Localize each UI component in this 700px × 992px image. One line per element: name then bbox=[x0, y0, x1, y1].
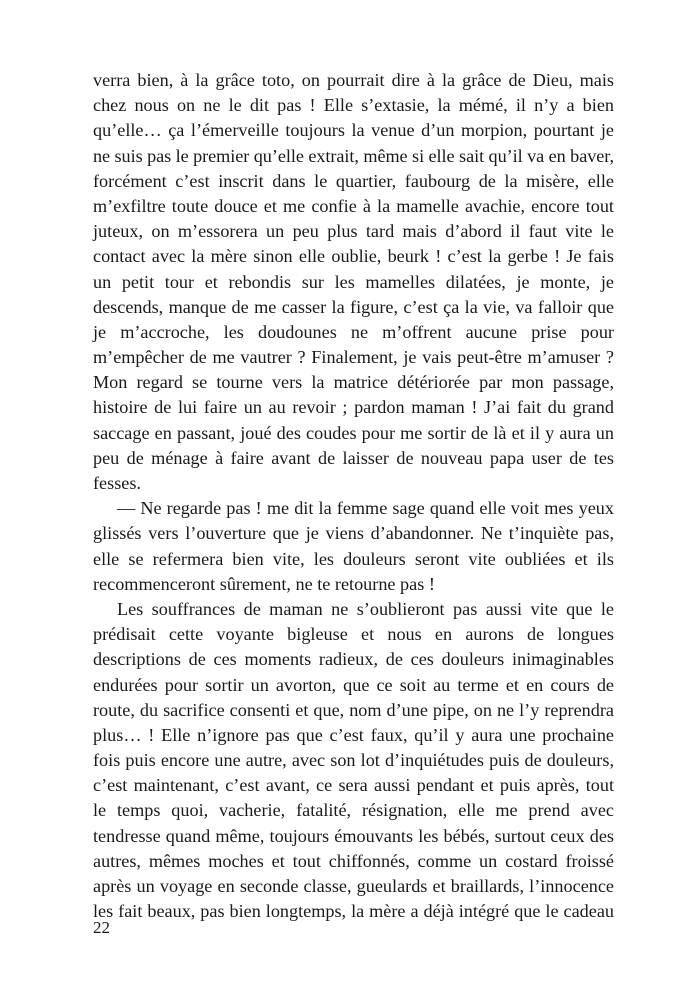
text-line: endurées pour sortir un avorton, que ce soit au terme et en cours de bbox=[93, 674, 614, 695]
text-line: histoire de lui faire un au revoir ; pardon maman ! J’ai fait du grand bbox=[93, 397, 614, 418]
text-line: m’exfiltre toute douce et me confie à la mamelle avachie, encore tout bbox=[93, 195, 614, 216]
text-line: glissés vers l’ouverture que je viens d’abandonner. Ne t’inquiète pas, bbox=[93, 523, 614, 544]
text-line: prédisait cette voyante bigleuse et nous en aurons de longues bbox=[93, 624, 614, 645]
text-line: descends, manque de me casser la figure, c’est ça la vie, va falloir que bbox=[93, 296, 614, 317]
text-line: contact avec la mère sinon elle oublie, beurk ! c’est la gerbe ! Je fais bbox=[93, 246, 614, 267]
text-line: plus… ! Elle n’ignore pas que c’est faux, qu’il y aura une prochaine bbox=[93, 724, 614, 745]
text-line: recommenceront sûrement, ne te retourne pas ! bbox=[93, 573, 435, 594]
text-line: juteux, on m’essorera un peu plus tard mais d’abord il faut vite le bbox=[93, 221, 614, 242]
paragraph-2 bbox=[93, 496, 614, 597]
text-line: — Ne regarde pas ! me dit la femme sage quand elle voit mes yeux bbox=[117, 498, 614, 519]
text-line: chez nous on ne le dit pas ! Elle s’extasie, la mémé, il n’y a bien bbox=[93, 95, 614, 116]
paragraph-1 bbox=[93, 68, 614, 496]
text-line: après un voyage en seconde classe, gueulards et braillards, l’innocence bbox=[93, 876, 614, 896]
text-line: elle se refermera bien vite, les douleurs seront vite oubliées et ils bbox=[93, 548, 614, 569]
text-line: saccage en passant, joué des coudes pour me sortir de là et il y aura un bbox=[93, 422, 614, 443]
text-line: ne suis pas le premier qu’elle extrait, même si elle sait qu’il va en baver, bbox=[93, 145, 615, 166]
paragraph-3 bbox=[93, 597, 614, 924]
text-line: Mon regard se tourne vers la matrice détériorée par mon passage, bbox=[93, 372, 614, 393]
text-line: qu’elle… ça l’émerveille toujours la venue d’un morpion, pourtant je bbox=[93, 120, 614, 141]
text-line: forcément c’est inscrit dans le quartier, faubourg de la misère, elle bbox=[93, 170, 614, 191]
text-line: les fait beaux, pas bien longtemps, la mère a déjà intégré que le cadeau bbox=[93, 901, 614, 922]
text-line: descriptions de ces moments radieux, de ces douleurs inimaginables bbox=[93, 649, 614, 670]
text-line: je m’accroche, les doudounes ne m’offrent aucune prise pour bbox=[93, 321, 614, 342]
page-number: 22 bbox=[93, 918, 110, 937]
text-line: c’est maintenant, c’est avant, ce sera aussi pendant et puis après, tout bbox=[93, 775, 614, 796]
text-line: fesses. bbox=[93, 473, 141, 493]
text-line: tendresse quand même, toujours émouvants les bébés, surtout ceux des bbox=[93, 825, 614, 846]
text-line: un petit tour et rebondis sur les mamelles dilatées, je monte, je bbox=[93, 271, 614, 292]
text-line: verra bien, à la grâce toto, on pourrait dire à la grâce de Dieu, mais bbox=[93, 70, 614, 90]
text-line: autres, mêmes moches et tout chiffonnés, comme un costard froissé bbox=[93, 850, 614, 871]
text-line: route, du sacrifice consenti et que, nom d’une pipe, on ne l’y reprendra bbox=[93, 699, 614, 720]
text-line: peu de ménage à faire avant de laisser de nouveau papa user de tes bbox=[93, 447, 614, 468]
text-line: fois puis encore une autre, avec son lot d’inquiétudes puis de douleurs, bbox=[93, 750, 614, 771]
text-line: Les souffrances de maman ne s’oublieront pas aussi vite que le bbox=[117, 598, 614, 619]
page-body bbox=[93, 68, 614, 924]
text-line: m’empêcher de me vautrer ? Finalement, je vais peut-être m’amuser ? bbox=[93, 347, 614, 368]
text-line: le temps quoi, vacherie, fatalité, résignation, elle me prend avec bbox=[93, 800, 614, 821]
